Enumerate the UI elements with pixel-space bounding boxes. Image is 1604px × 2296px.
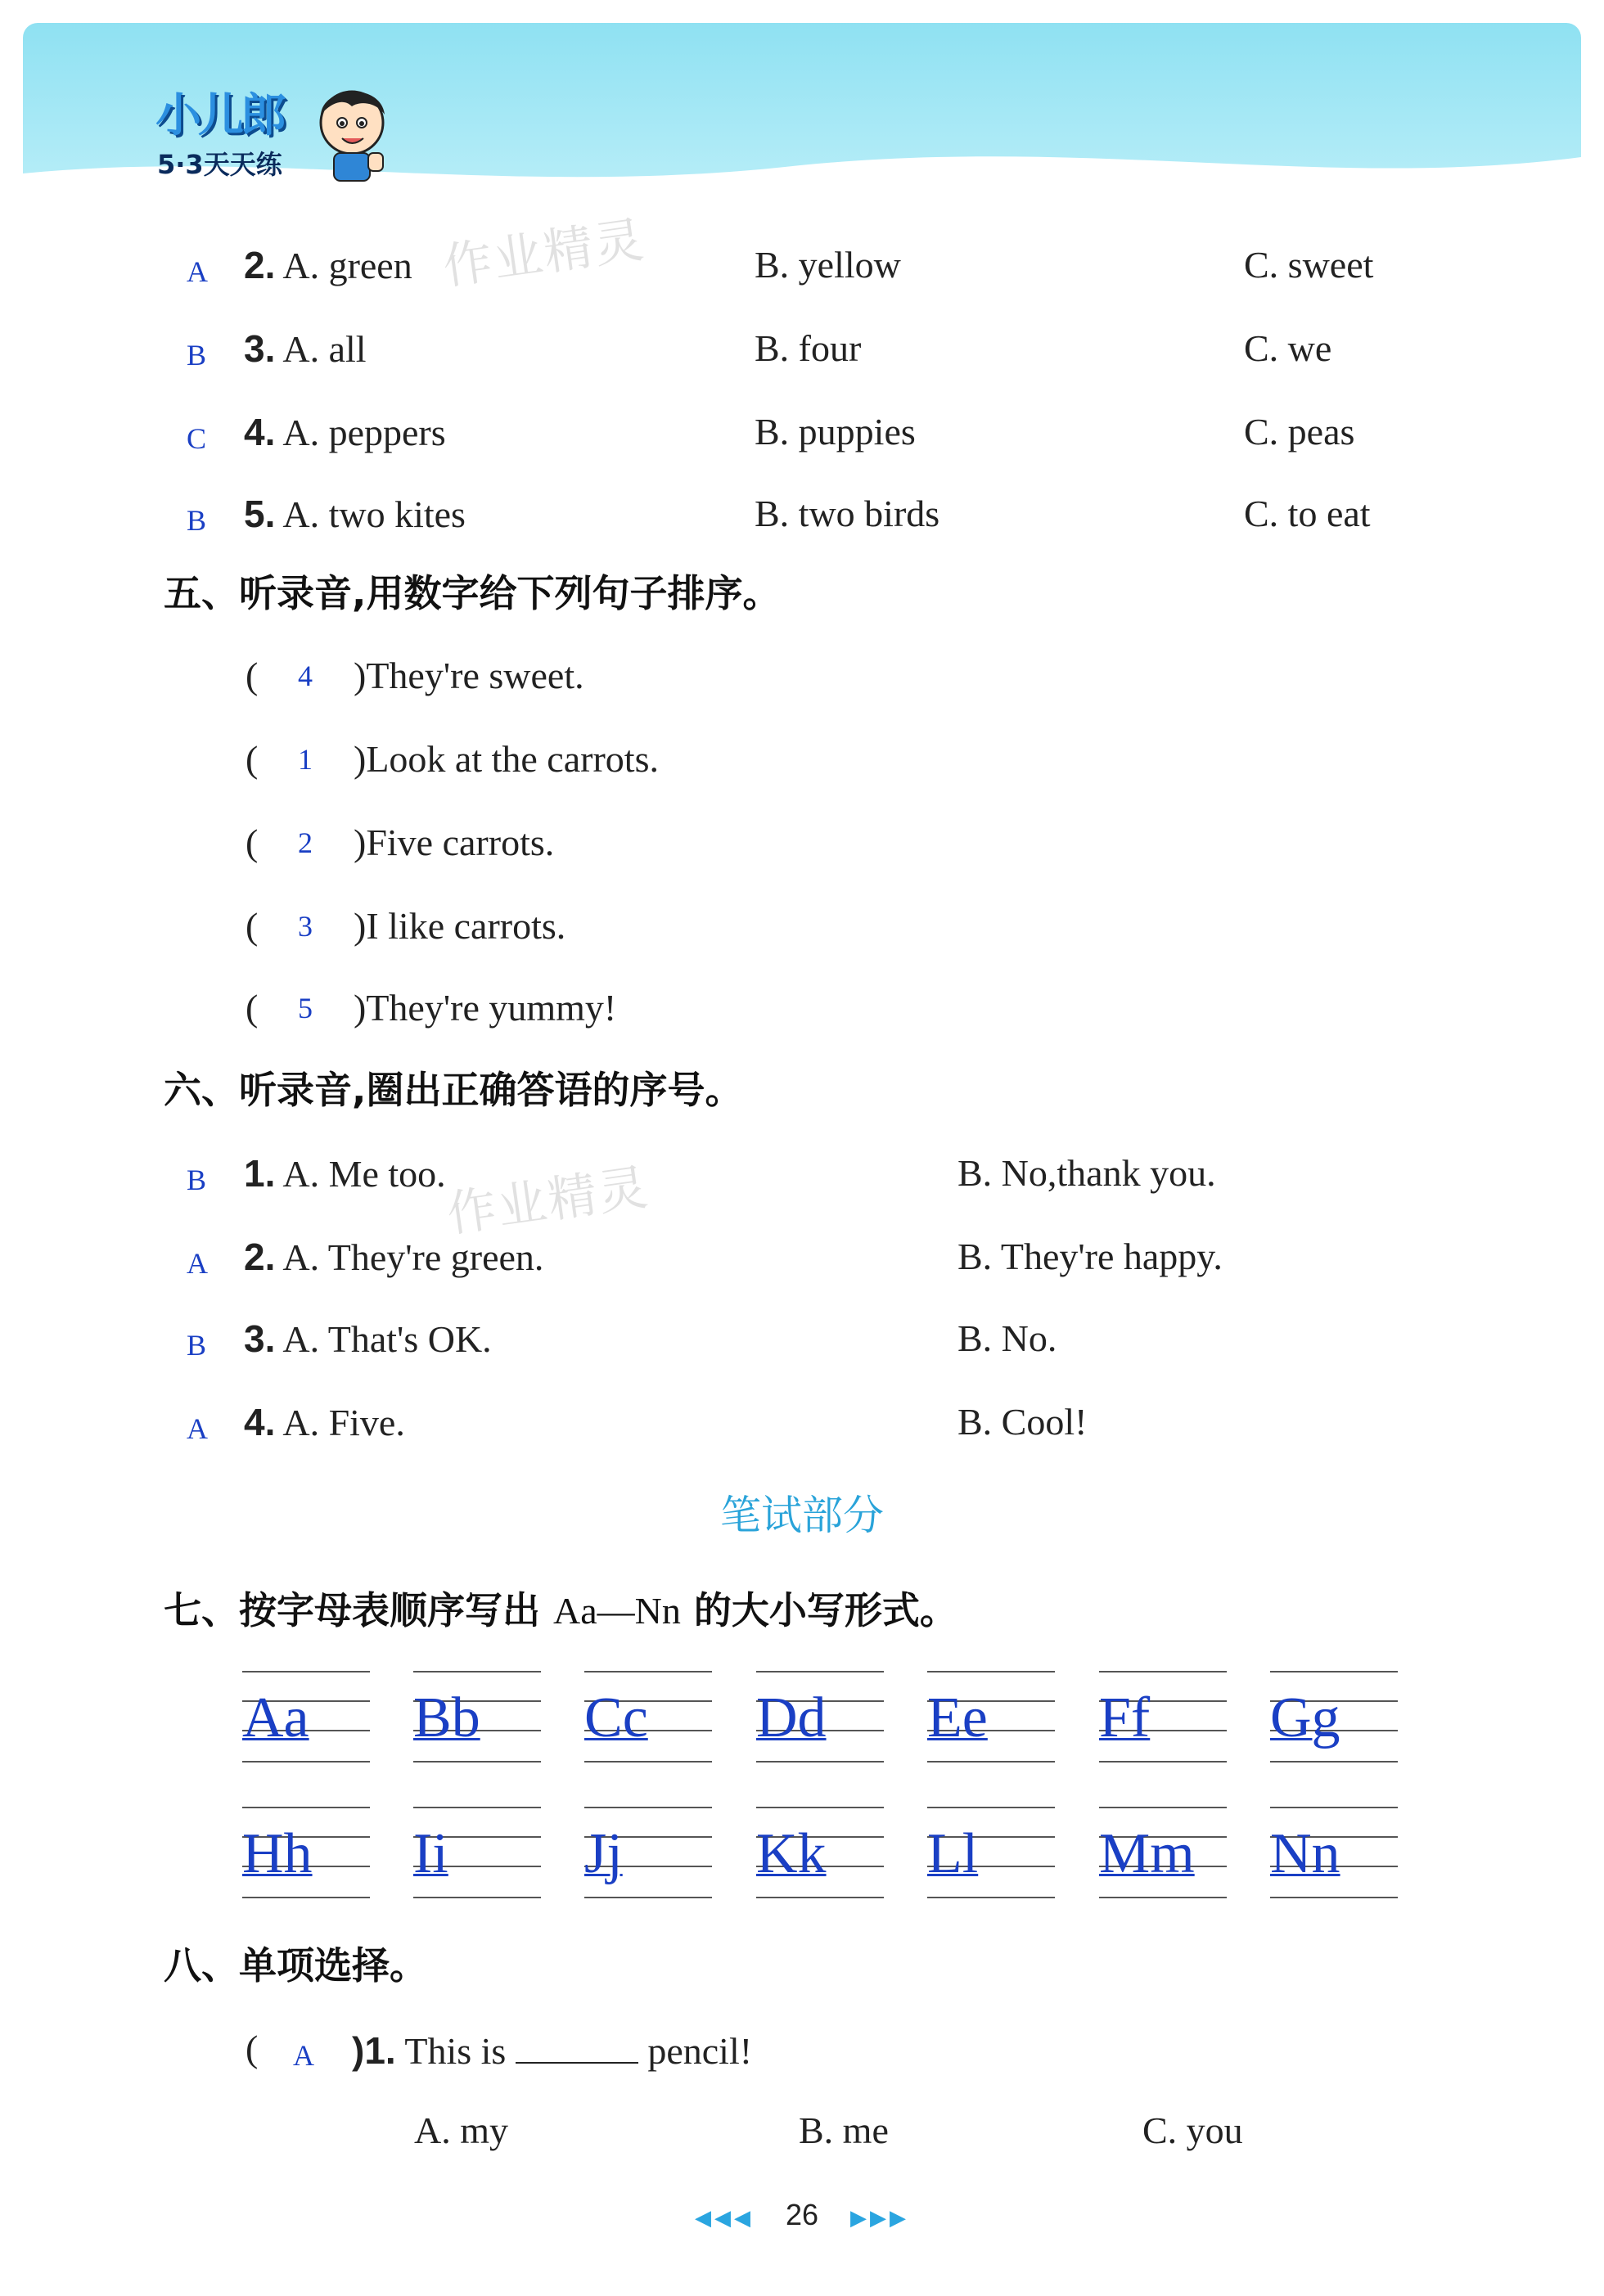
brand-subtitle: 5·3天天练: [157, 149, 282, 180]
question-stem-after: pencil!: [647, 2030, 753, 2072]
option-c: C. sweet: [1244, 244, 1374, 286]
option-c: C. we: [1244, 327, 1332, 369]
option-a: A. all: [282, 328, 367, 370]
letter-answer: Ff: [1099, 1686, 1151, 1749]
answer-mark: B: [187, 1329, 207, 1362]
item-number: 2.: [244, 1236, 276, 1278]
letter-answer: Cc: [584, 1686, 648, 1749]
option-a: A. Five.: [282, 1402, 405, 1443]
item-number: 1.: [244, 1152, 276, 1195]
letter-cell: [413, 1671, 541, 1763]
letter-answer: Kk: [756, 1822, 827, 1885]
section-heading-6: 六、听录音,圈出正确答语的序号。: [164, 1068, 743, 1112]
letter-cell: [1099, 1807, 1227, 1898]
option-b: B. puppies: [755, 411, 916, 452]
mascot-boy-icon: [311, 78, 393, 184]
item-number: 5.: [244, 493, 276, 535]
option-a: A. That's OK.: [282, 1318, 492, 1360]
letter-cell: [756, 1671, 884, 1763]
question-stem-before: This is: [404, 2030, 507, 2072]
option-b: B. No,thank you.: [957, 1152, 1216, 1194]
sentence-text: )I like carrots.: [354, 905, 566, 947]
option-b: B. yellow: [755, 244, 901, 286]
letter-answer: Ii: [413, 1822, 448, 1885]
item-number: 2.: [244, 244, 276, 286]
option-b: B. No.: [957, 1317, 1057, 1359]
letter-cell: [584, 1671, 712, 1763]
written-section-title: 笔试部分: [720, 1492, 884, 1539]
heading-range: Aa—Nn: [553, 1590, 681, 1632]
option-a: A. peppers: [282, 412, 446, 453]
letter-answer: Dd: [756, 1686, 827, 1749]
letter-cell: [584, 1807, 712, 1898]
item-number: 3.: [244, 1317, 276, 1360]
letter-answer: Bb: [413, 1686, 480, 1749]
answer-mark: A: [187, 255, 208, 288]
section-heading-7: [164, 1586, 957, 1636]
option-a: A. my: [414, 2109, 508, 2151]
sentence-text: )They're sweet.: [354, 655, 584, 696]
answer-mark: A: [187, 1412, 208, 1445]
item-number: 4.: [244, 411, 276, 453]
answer-mark: B: [187, 504, 207, 537]
answer-mark: 1: [298, 743, 313, 776]
letter-cell: [756, 1807, 884, 1898]
letter-cell: [927, 1671, 1055, 1763]
letter-answer: Hh: [242, 1822, 313, 1885]
option-b: B. Cool!: [957, 1401, 1088, 1443]
option-c: C. to eat: [1244, 493, 1371, 534]
item-number: 4.: [244, 1401, 276, 1443]
answer-blank: [516, 2024, 638, 2064]
option-b: B. two birds: [755, 493, 940, 534]
letter-answer: Mm: [1099, 1822, 1195, 1885]
option-a: A. two kites: [282, 493, 466, 535]
option-a: A. Me too.: [282, 1153, 446, 1195]
answer-mark: B: [187, 339, 207, 371]
answer-mark: 5: [298, 992, 313, 1024]
section-heading-8: 八、单项选择。: [164, 1943, 427, 1988]
option-c: C. peas: [1244, 411, 1355, 452]
answer-mark: C: [187, 422, 207, 455]
brand-title: 小儿郎: [155, 89, 283, 142]
next-arrows-icon: ▶▶▶: [850, 2206, 910, 2230]
answer-mark: A: [187, 1247, 208, 1280]
letter-cell: [1270, 1671, 1398, 1763]
item-number: 3.: [244, 327, 276, 370]
sentence-text: )Five carrots.: [354, 822, 555, 863]
answer-mark: 2: [298, 826, 313, 859]
letter-cell: [242, 1671, 370, 1763]
letter-cell: [1099, 1671, 1227, 1763]
letter-cell: [927, 1807, 1055, 1898]
option-b: B. They're happy.: [957, 1236, 1223, 1277]
letter-answer: Ll: [927, 1822, 979, 1885]
answer-mark: 4: [298, 660, 313, 692]
watermark-text-2: 作业精灵: [444, 1159, 653, 1244]
letter-cell: [242, 1807, 370, 1898]
section-heading-5: 五、听录音,用数字给下列句子排序。: [164, 571, 781, 615]
page-number: 26: [785, 2198, 819, 2231]
option-a: A. They're green.: [282, 1236, 544, 1278]
answer-mark: B: [187, 1164, 207, 1196]
letter-cell: [1270, 1807, 1398, 1898]
watermark-text: 作业精灵: [439, 211, 649, 296]
letter-answer: Ee: [927, 1686, 988, 1749]
answer-mark: A: [293, 2039, 314, 2072]
heading-suffix: 的大小写形式。: [693, 1588, 957, 1632]
sentence-text: )Look at the carrots.: [354, 738, 659, 780]
letter-answer: Jj: [584, 1822, 623, 1885]
question-number: )1.: [352, 2029, 396, 2072]
letter-answer: Aa: [242, 1686, 309, 1749]
letter-cell: [413, 1807, 541, 1898]
heading-prefix: 七、按字母表顺序写出: [164, 1588, 540, 1632]
letter-answer: Gg: [1270, 1686, 1340, 1749]
letter-answer: Nn: [1270, 1822, 1340, 1885]
sentence-text: )They're yummy!: [354, 987, 617, 1029]
option-c: C. you: [1142, 2109, 1243, 2151]
prev-arrows-icon: ◀◀◀: [694, 2206, 754, 2230]
answer-mark: 3: [298, 910, 313, 943]
option-a: A. green: [282, 245, 412, 286]
page-footer: [0, 2198, 1604, 2232]
option-b: B. four: [755, 327, 862, 369]
paren-open: (: [246, 2028, 259, 2069]
option-b: B. me: [799, 2109, 889, 2151]
